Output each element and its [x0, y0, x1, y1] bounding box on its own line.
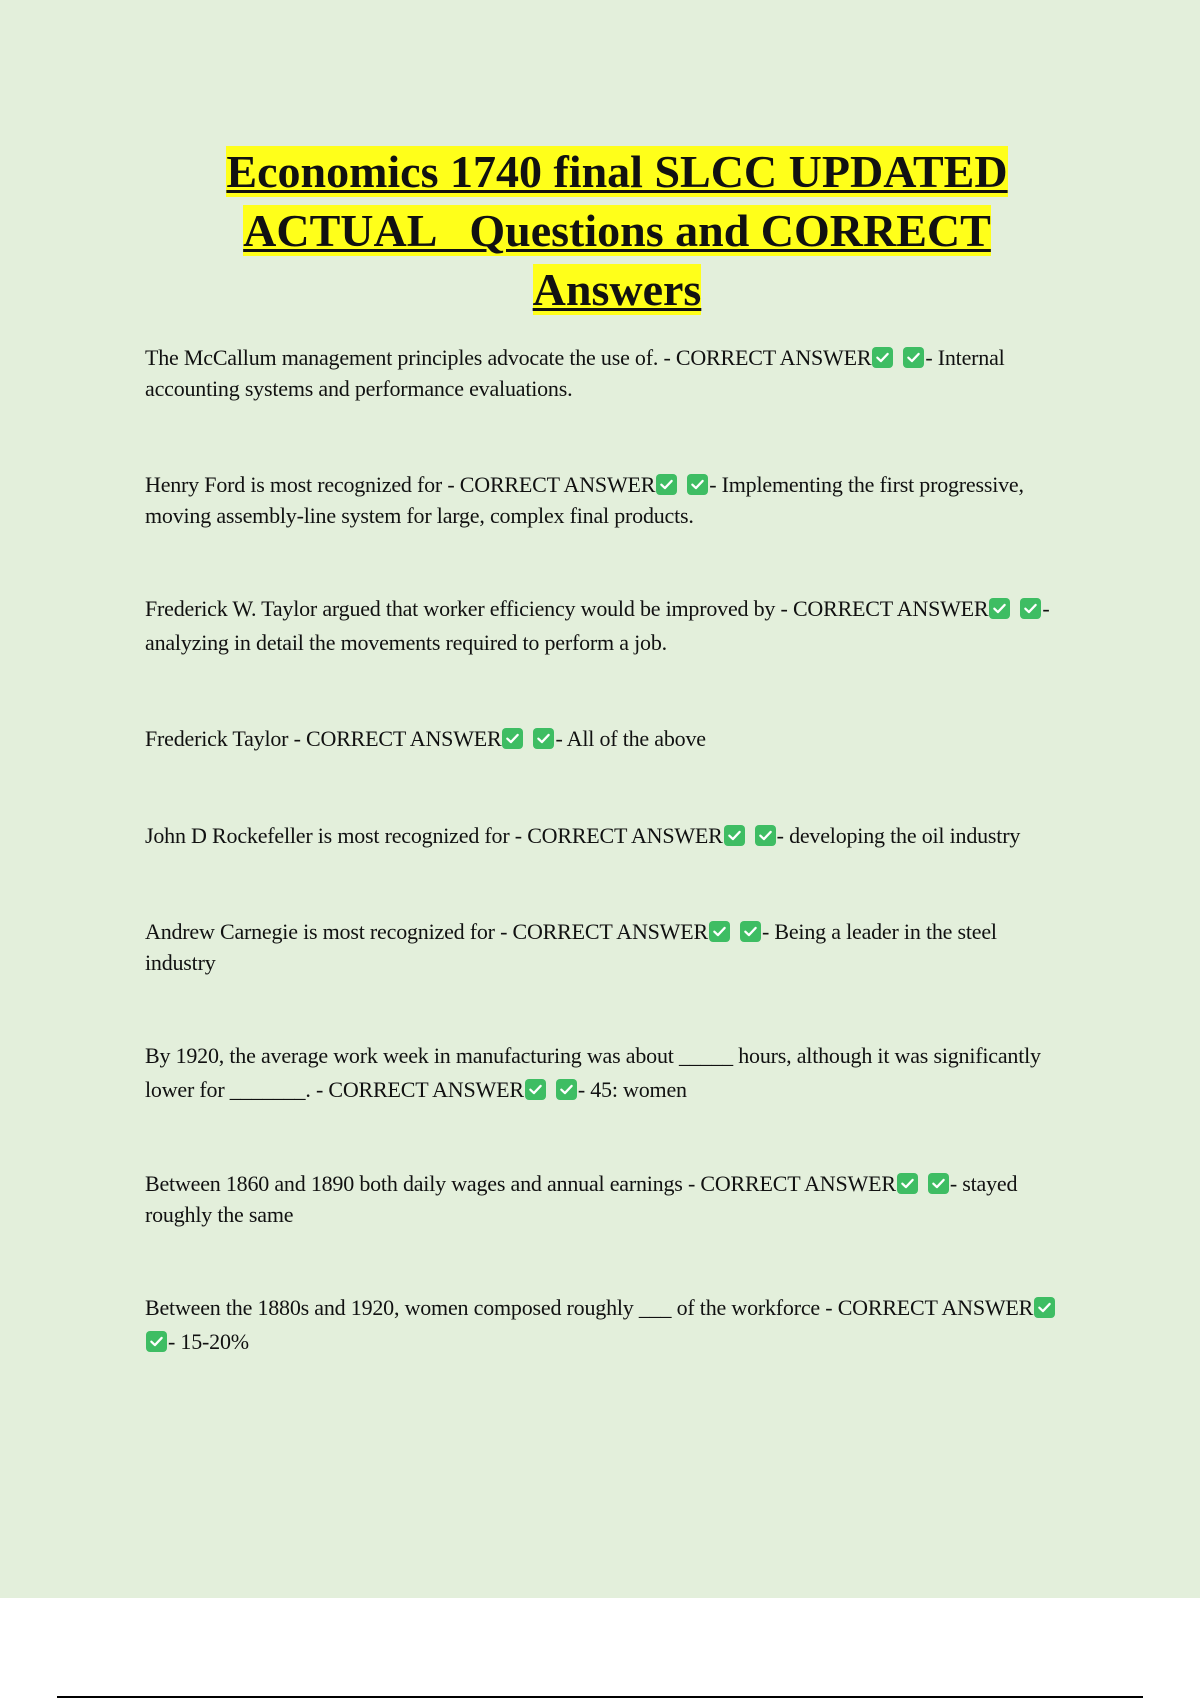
question-text: Andrew Carnegie is most recognized for - — [145, 919, 513, 944]
qa-item — [145, 342, 1065, 404]
title-line: ACTUAL Questions and CORRECT — [243, 205, 991, 256]
check-icon — [525, 1079, 546, 1100]
check-icon — [656, 474, 677, 495]
correct-answer-marker: CORRECT ANSWER — [700, 1171, 896, 1196]
check-icon — [989, 598, 1010, 619]
check-icon — [724, 825, 745, 846]
question-text: The McCallum management principles advocate the use of. - — [145, 345, 676, 370]
check-icon — [1034, 1297, 1055, 1318]
qa-item — [145, 916, 1065, 978]
correct-answer-marker: CORRECT ANSWER — [306, 726, 502, 751]
answer-text: - stayed roughly the same — [145, 1171, 1018, 1227]
question-text: Between 1860 and 1890 both daily wages and annual earnings - — [145, 1171, 701, 1196]
correct-answer-marker: CORRECT ANSWER — [512, 919, 708, 944]
check-icon — [556, 1079, 577, 1100]
answer-text: - Being a leader in the steel industry — [145, 919, 997, 975]
footer-divider — [57, 1696, 1143, 1698]
question-text: Frederick Taylor - — [145, 726, 307, 751]
answer-text: - 15-20% — [168, 1329, 249, 1354]
check-icon — [740, 921, 761, 942]
qa-list — [145, 342, 1065, 1359]
check-icon — [872, 347, 893, 368]
correct-answer-marker: CORRECT ANSWER — [837, 1295, 1034, 1320]
correct-answer-marker: CORRECT ANSWER — [792, 596, 989, 621]
correct-answer-marker: CORRECT ANSWER — [675, 345, 872, 370]
answer-text: - developing the oil industry — [776, 823, 1021, 848]
qa-item — [145, 592, 1065, 660]
title-line: Answers — [532, 264, 702, 315]
document-title — [150, 142, 1084, 319]
answer-text: - Internal accounting systems and performance evaluations. — [145, 345, 1005, 401]
qa-item — [145, 1291, 1065, 1359]
check-icon — [502, 728, 523, 749]
check-icon — [1020, 598, 1041, 619]
qa-item — [145, 1168, 1065, 1230]
check-icon — [903, 347, 924, 368]
qa-item — [145, 469, 1065, 531]
correct-answer-marker: CORRECT ANSWER — [459, 472, 656, 497]
qa-item — [145, 820, 1065, 851]
check-icon — [897, 1173, 918, 1194]
check-icon — [533, 728, 554, 749]
correct-answer-marker: CORRECT ANSWER — [527, 823, 723, 848]
qa-item — [145, 1039, 1065, 1107]
check-icon — [146, 1331, 167, 1352]
check-icon — [755, 825, 776, 846]
check-icon — [687, 474, 708, 495]
answer-text: - Implementing the first progressive, moving assembly-line system for large, complex final products. — [145, 472, 1024, 528]
question-text: John D Rockefeller is most recognized for - — [145, 823, 528, 848]
title-line: Economics 1740 final SLCC UPDATED — [226, 146, 1008, 197]
answer-text: - 45: women — [577, 1077, 687, 1102]
qa-item — [145, 723, 1065, 754]
question-text: Henry Ford is most recognized for - — [145, 472, 460, 497]
correct-answer-marker: CORRECT ANSWER — [328, 1077, 524, 1102]
question-text: Between the 1880s and 1920, women composed roughly ___ of the workforce - — [145, 1295, 838, 1320]
answer-text: - analyzing in detail the movements required to perform a job. — [145, 596, 1050, 655]
question-text: By 1920, the average work week in manufacturing was about _____ hours, although it was significantly lower for _______. - — [145, 1043, 1041, 1102]
question-text: Frederick W. Taylor argued that worker efficiency would be improved by - — [145, 596, 793, 621]
check-icon — [709, 921, 730, 942]
answer-text: - All of the above — [555, 726, 706, 751]
check-icon — [928, 1173, 949, 1194]
